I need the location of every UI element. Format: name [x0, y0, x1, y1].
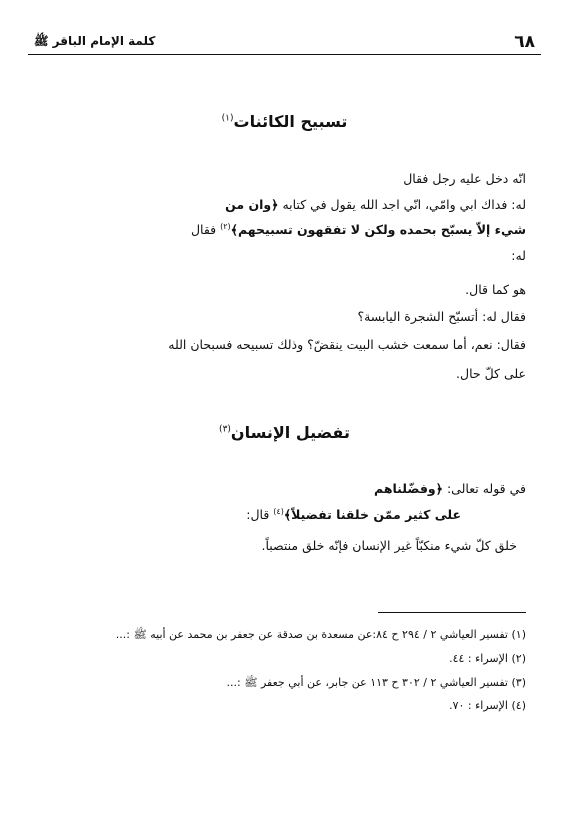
- text-segment: انّه دخل عليه رجل فقال: [403, 171, 526, 186]
- text-segment: خلق كلّ شيء منكبّاً غير الإنسان فإنّه خلق منتصباً.: [261, 538, 517, 553]
- running-title: كلمة الإمام الباقر ﷺ: [34, 34, 156, 48]
- text-segment: فقال: نعم، أما سمعت خشب البيت ينقضّ؟ وذلك تسبيحه فسبحان الله: [168, 337, 526, 352]
- text-segment: في قوله تعالى:: [442, 481, 526, 496]
- page-number: ٦٨: [514, 32, 535, 52]
- text-line: [261, 538, 517, 553]
- footnote: (٣) تفسير العياشي ٢ / ٣٠٢ ح ١١٣ عن جابر، عن أبي جعفر ﷺ :...: [226, 676, 526, 689]
- text-line: [403, 171, 526, 186]
- footnote-marker: (٢): [220, 222, 231, 231]
- footnote-marker: (١): [221, 113, 234, 124]
- text-line: [456, 366, 526, 381]
- footnote-marker: (٣): [219, 424, 231, 435]
- quran-quote: ﴿وفضّلناهم: [374, 481, 443, 496]
- text-line: [465, 282, 526, 297]
- section-heading-preference: [0, 423, 569, 442]
- text-line: [357, 309, 526, 324]
- section-title: تفضيل الإنسان: [230, 423, 350, 442]
- text-segment: فقال: [190, 222, 221, 238]
- text-line: [168, 337, 526, 352]
- text-line: [225, 197, 526, 212]
- footnote: (٢) الإسراء : ٤٤.: [449, 652, 526, 665]
- footnote-separator: [378, 612, 526, 613]
- text-segment: له:: [511, 248, 526, 263]
- text-line: [246, 507, 461, 522]
- page-header: [28, 32, 541, 55]
- text-segment: له: فداك ابي وامّي، انّي اجد الله يقول في كتابه: [278, 197, 526, 212]
- text-segment: على كلّ حال.: [456, 366, 526, 381]
- quran-quote: على كثير ممّن خلقنا تفضيلاً﴾: [283, 507, 461, 523]
- text-line: [511, 248, 526, 263]
- text-line: [191, 222, 526, 237]
- text-segment: هو كما قال.: [465, 282, 526, 297]
- text-line: [374, 481, 526, 496]
- text-segment: فقال له: أتسبّح الشجرة اليابسة؟: [357, 309, 526, 324]
- footnote: (١) تفسير العياشي ٢ / ٢٩٤ ح ٨٤:عن مسعدة بن صدقة عن جعفر بن محمد عن أبيه ﷺ :...: [115, 628, 526, 641]
- footnote-marker: (٤): [273, 507, 284, 516]
- footnote: (٤) الإسراء : ٧٠.: [449, 699, 526, 712]
- text-segment: قال:: [246, 507, 274, 523]
- section-heading-glorification: [0, 112, 569, 131]
- quran-quote: شيء إلاّ يسبّح بحمده ولكن لا تفقهون تسبيحهم﴾: [230, 222, 526, 238]
- section-title: تسبيح الكائنات: [233, 112, 348, 131]
- quran-quote: ﴿وان من: [225, 197, 279, 212]
